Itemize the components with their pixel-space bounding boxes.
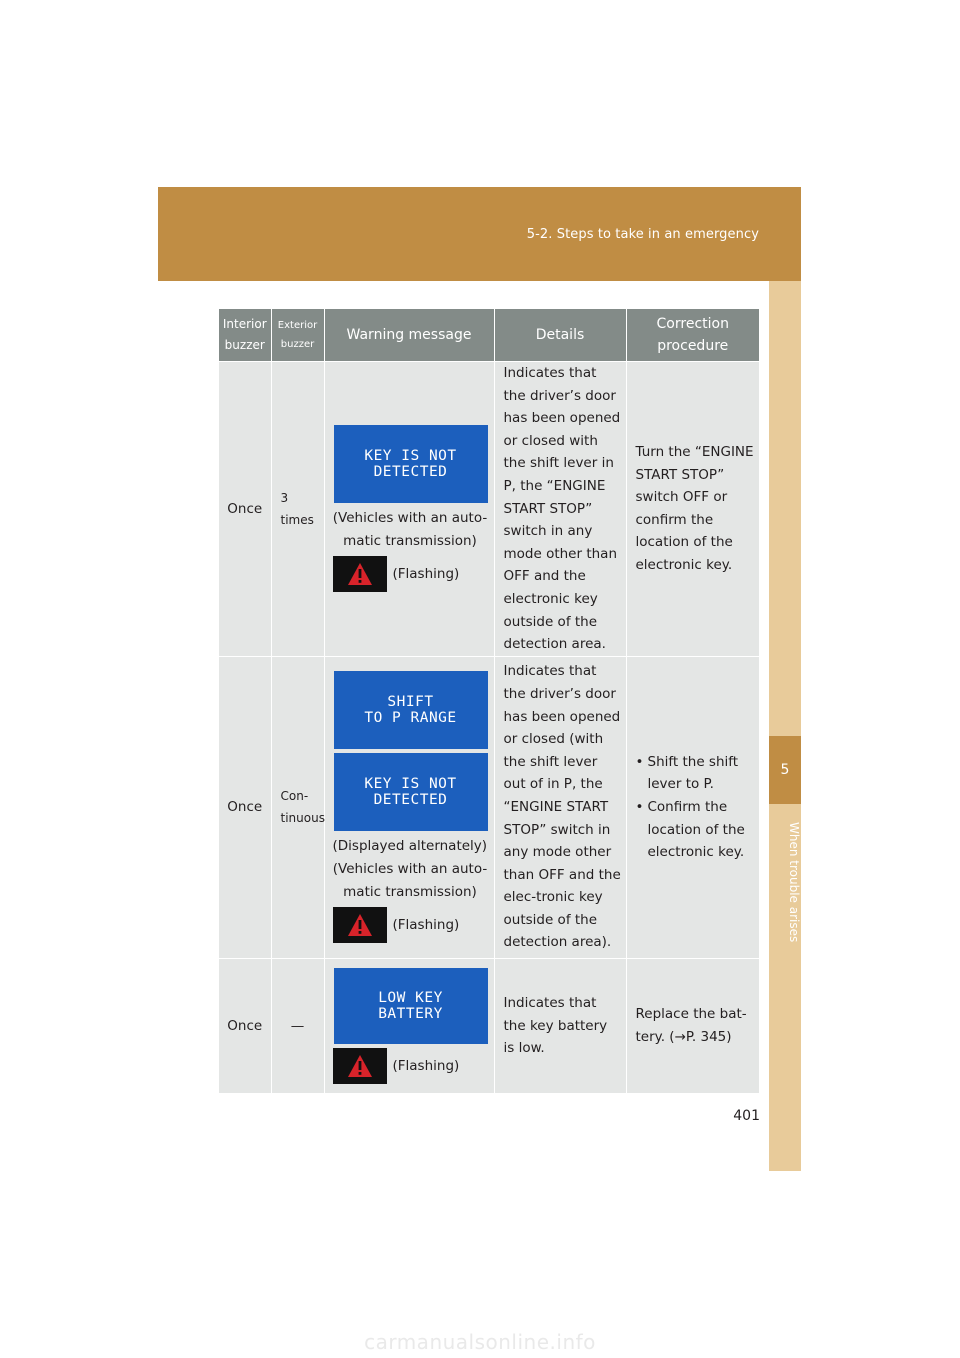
- col-header-details: Details: [494, 309, 626, 362]
- lcd-line: TO P RANGE: [364, 710, 457, 727]
- chapter-number-tab[interactable]: 5: [769, 736, 801, 804]
- cell-correction: Turn the “ENGINE START STOP” switch OFF or confirm the location of the electronic key.: [626, 362, 759, 657]
- chapter-label: When trouble arises: [787, 821, 801, 943]
- cell-warning-message: [324, 958, 494, 1093]
- col-header-warning-message: Warning message: [324, 309, 494, 362]
- page-number: 401: [733, 1108, 760, 1124]
- list-item: • Confirm the location of the electronic key.: [635, 798, 745, 861]
- list-item: • Shift the shift lever to P.: [635, 753, 739, 793]
- vehicle-note: (Vehicles with an auto-matic transmission): [332, 860, 488, 900]
- lcd-line: SHIFT: [387, 694, 434, 711]
- table-header-row: [219, 309, 759, 362]
- table-row: [219, 656, 759, 958]
- lcd-line: BATTERY: [378, 1005, 443, 1022]
- cell-correction: [626, 656, 759, 958]
- col-header-correction-procedure: Correction procedure: [626, 309, 759, 362]
- lcd-display-shift-to-p-range: [334, 671, 488, 749]
- cell-exterior-buzzer: Con-tinuous: [271, 656, 324, 958]
- flashing-label: (Flashing): [392, 566, 460, 583]
- lcd-display-low-key-battery: [334, 968, 488, 1044]
- lcd-line: KEY IS NOT: [364, 776, 457, 793]
- cell-interior-buzzer: Once: [219, 656, 271, 958]
- flashing-label: (Flashing): [392, 1057, 460, 1074]
- cell-interior-buzzer: Once: [219, 958, 271, 1093]
- lcd-display-key-not-detected: [334, 753, 488, 831]
- col-header-interior-buzzer: Interior buzzer: [219, 309, 271, 362]
- cell-exterior-buzzer: 3 times: [271, 362, 324, 657]
- cell-interior-buzzer: Once: [219, 362, 271, 657]
- flashing-indicator: [333, 1048, 488, 1084]
- table-row: [219, 362, 759, 657]
- warning-table: [219, 309, 759, 1093]
- flashing-indicator: [333, 556, 488, 592]
- side-strip: [769, 281, 801, 1171]
- warning-triangle-icon: [333, 556, 387, 592]
- alternate-note: (Displayed alternately): [332, 838, 488, 855]
- header-band: [158, 187, 801, 281]
- lcd-line: DETECTED: [373, 792, 448, 809]
- warning-triangle-icon: [333, 1048, 387, 1084]
- section-title: 5-2. Steps to take in an emergency: [526, 227, 759, 242]
- cell-warning-message: [324, 362, 494, 657]
- flashing-indicator: [333, 907, 488, 943]
- cell-details: Indicates that the key battery is low.: [494, 958, 626, 1093]
- vehicle-note: (Vehicles with an auto-matic transmission): [332, 510, 488, 549]
- cell-details: Indicates that the driver’s door has been opened or closed (with the shift lever out of in P, the “ENGINE START STOP” switch in any mode other than OFF and the elec-tronic key outside of the detection area).: [494, 656, 626, 958]
- lcd-line: LOW KEY: [378, 989, 443, 1006]
- cell-warning-message: [324, 656, 494, 958]
- cell-details: Indicates that the driver’s door has been opened or closed with the shift lever in P, the “ENGINE START STOP” switch in any mode other than OFF and the electronic key outside of the detection area.: [494, 362, 626, 657]
- col-header-exterior-buzzer: Exterior buzzer: [271, 309, 324, 362]
- warning-triangle-icon: [333, 907, 387, 943]
- lcd-line: DETECTED: [373, 464, 448, 481]
- cell-exterior-buzzer: —: [271, 958, 324, 1093]
- watermark: carmanualsonline.info: [364, 1330, 596, 1354]
- table-row: [219, 958, 759, 1093]
- flashing-label: (Flashing): [392, 916, 460, 933]
- lcd-display-key-not-detected: [334, 425, 488, 503]
- lcd-line: KEY IS NOT: [364, 448, 457, 465]
- cell-correction: Replace the bat-tery. (→P. 345): [626, 958, 759, 1093]
